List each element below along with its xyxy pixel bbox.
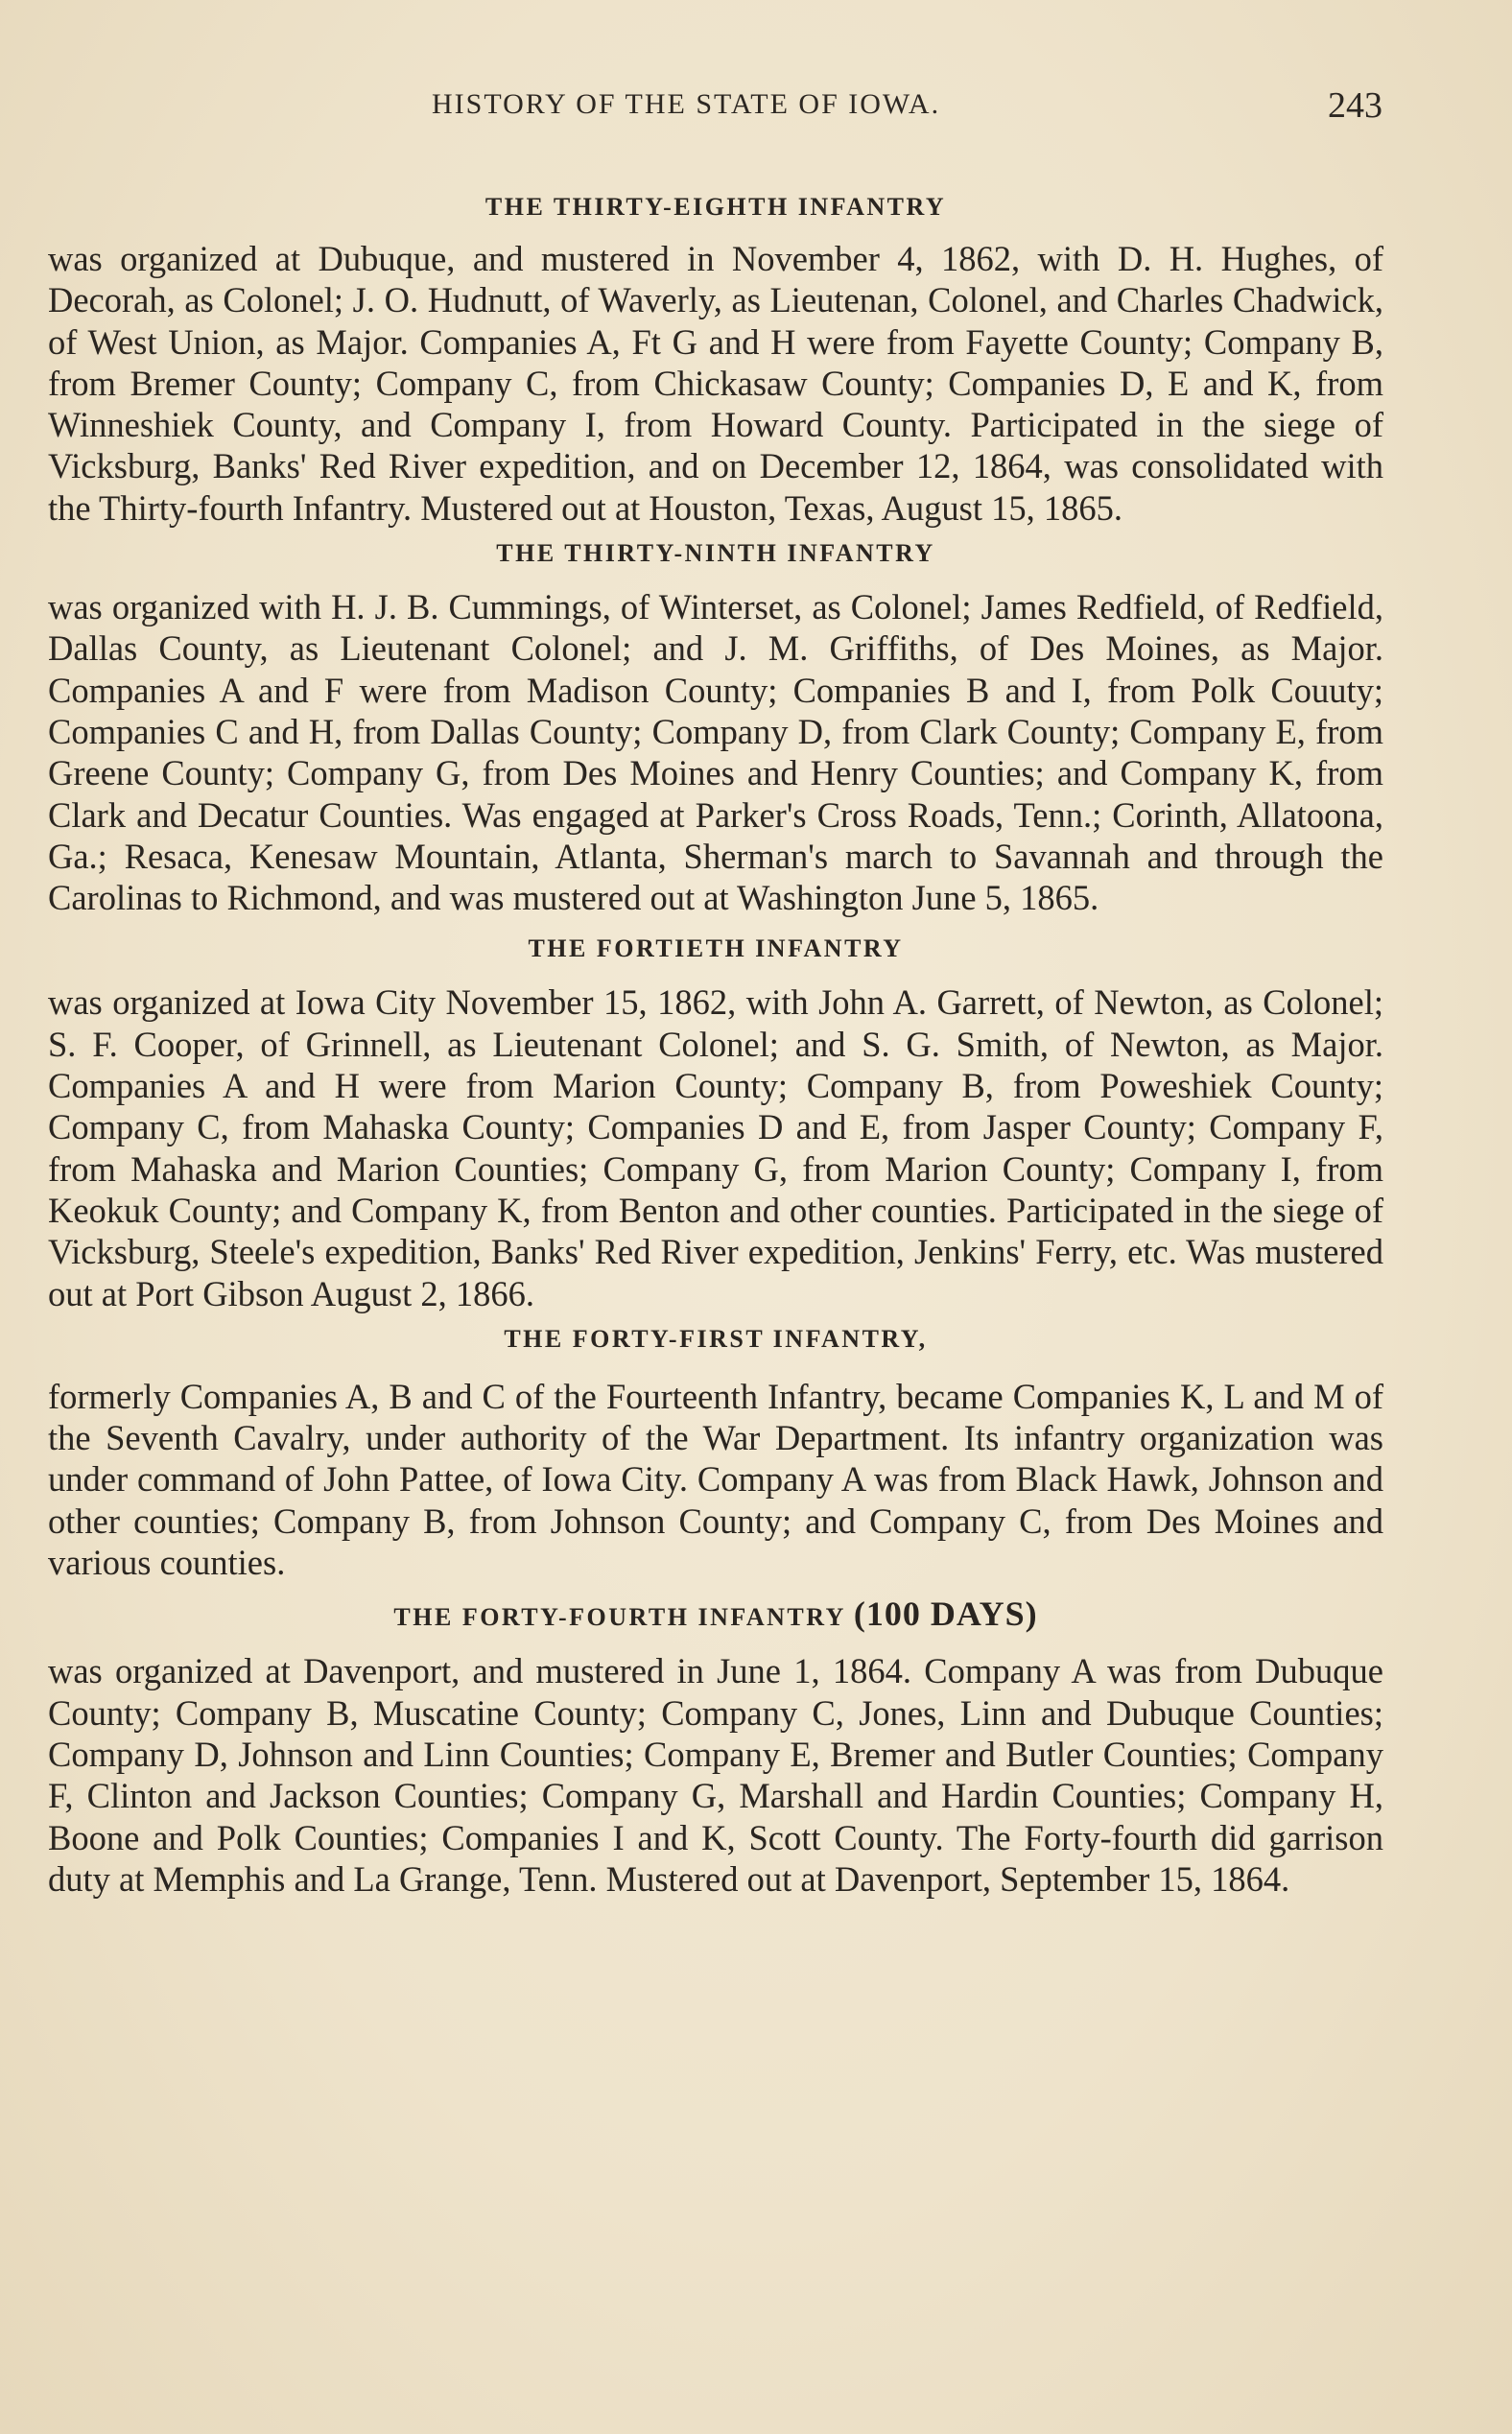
section-heading-note: (100 DAYS) [853, 1595, 1038, 1634]
section-heading [48, 1595, 1383, 1633]
section-heading: THE FORTY-FIRST INFANTRY, [504, 1324, 928, 1353]
section-thirty-eighth-infantry [48, 188, 1383, 529]
page-body [48, 188, 1383, 1900]
section-paragraph: was organized with H. J. B. Cummings, of Winterset, as Colonel; James Redfield, of Redfield, Dallas County, as Lieutenant Colonel; and J. M. Griffiths, of Des Moines, as Major. Companies A and F were from Madison County; Companies B and I, from Polk Couuty; Companies C and H, from Dallas County; Company D, from Clark County; Company E, from Greene County; Company G, from Des Moines and Henry Counties; and Company K, from Clark and Decatur Counties. Was engaged at Parker's Cross Roads, Tenn.; Corinth, Allatoona, Ga.; Resaca, Kenesaw Mountain, Atlanta, Sherman's march to Savannah and through the Carolinas to Richmond, and was mustered out at Washington June 5, 1865. [48, 587, 1383, 918]
section-forty-fourth-infantry [48, 1595, 1383, 1900]
section-paragraph: was organized at Dubuque, and mustered in November 4, 1862, with D. H. Hughes, of Decorah, as Colonel; J. O. Hudnutt, of Waverly, as Lieutenan, Colonel, and Charles Chadwick, of West Union, as Major. Companies A, Ft G and H were from Fayette County; Company B, from Bremer County; Company C, from Chickasaw County; Companies D, E and K, from Winneshiek County, and Company I, from Howard County. Participated in the siege of Vicksburg, Banks' Red River expedition, and on December 12, 1864, was consolidated with the Thirty-fourth Infantry. Mustered out at Houston, Texas, August 15, 1865. [48, 239, 1383, 528]
section-heading: THE FORTIETH INFANTRY [528, 934, 904, 963]
running-header [0, 84, 1512, 132]
section-heading: THE THIRTY-NINTH INFANTRY [496, 539, 935, 568]
section-paragraph: was organized at Davenport, and mustered in June 1, 1864. Company A was from Dubuque County; Company B, Muscatine County; Company C, Jones, Linn and Dubuque Counties; Company D, Johnson and Linn Counties; Company E, Bremer and Butler Counties; Company F, Clinton and Jackson Counties; Company G, Marshall and Hardin Counties; Company H, Boone and Polk Counties; Companies I and K, Scott County. The Forty-fourth did garrison duty at Memphis and La Grange, Tenn. Mustered out at Davenport, September 15, 1864. [48, 1651, 1383, 1899]
section-heading: THE THIRTY-EIGHTH INFANTRY [484, 193, 947, 221]
page-number: 243 [1328, 85, 1382, 126]
section-fortieth-infantry [48, 930, 1383, 1313]
section-thirty-ninth-infantry [48, 534, 1383, 918]
section-paragraph: was organized at Iowa City November 15, 1862, with John A. Garrett, of Newton, as Colonel; S. F. Cooper, of Grinnell, as Lieutenant Colonel; and S. G. Smith, of Newton, as Major. Companies A and H were from Marion County; Company B, from Poweshiek County; Company C, from Mahaska County; Companies D and E, from Jasper County; Company F, from Mahaska and Marion Counties; Company G, from Marion County; Company I, from Keokuk County; and Company K, from Benton and other counties. Participated in the siege of Vicksburg, Steele's expedition, Banks' Red River expedition, Jenkins' Ferry, etc. Was mustered out at Port Gibson August 2, 1866. [48, 982, 1383, 1313]
section-heading-title: THE FORTY-FOURTH INFANTRY [393, 1603, 845, 1632]
section-paragraph: formerly Companies A, B and C of the Fourteenth Infantry, became Companies K, L and M of the Seventh Cavalry, under authority of the War Department. Its infantry organization was under command of John Pattee, of Iowa City. Company A was from Black Hawk, Johnson and other counties; Company B, from Johnson County; and Company C, from Des Moines and various counties. [48, 1376, 1383, 1583]
running-title: HISTORY OF THE STATE OF IOWA. [432, 88, 941, 120]
section-forty-first-infantry [48, 1320, 1383, 1583]
